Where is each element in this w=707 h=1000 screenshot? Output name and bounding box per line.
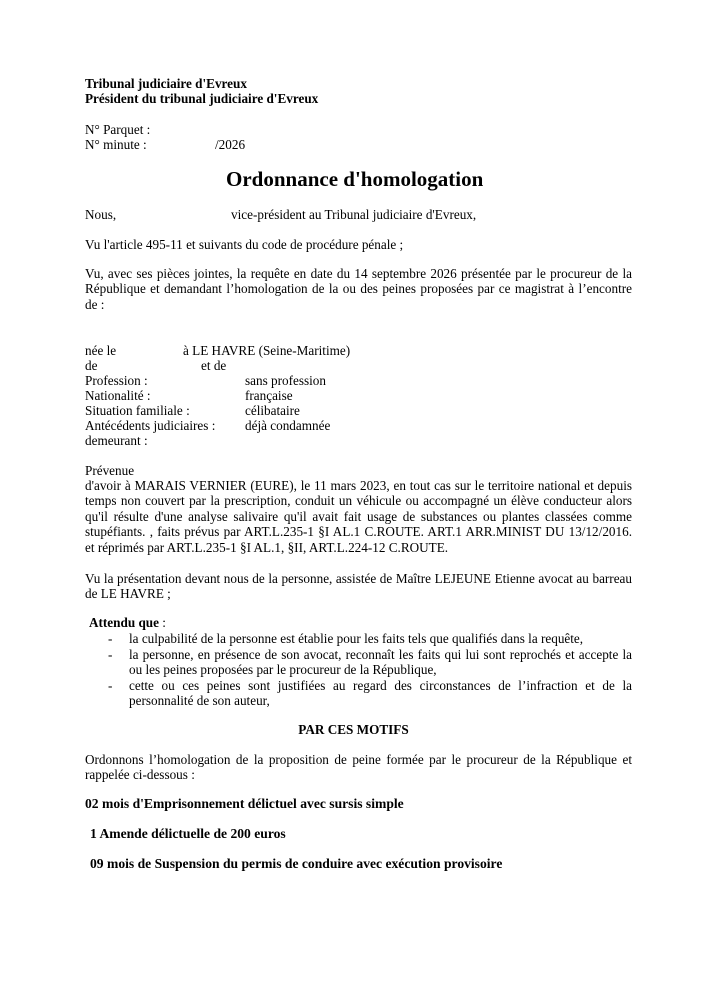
nationalite-value: française [245,388,293,403]
et-de-label: et de [201,358,227,373]
prevenue-text: d'avoir à MARAIS VERNIER (EURE), le 11 mars 2023, en tout cas sur le territoire national et depuis temps non couvert par la prescription, conduit un véhicule ou accompagné un élève conducteur alors qu'il résulte d'une analyse salivaire qu'il avait fait usage de substances ou plantes classées comme stupéfiants. , faits prévus par ART.L.235-1 §I AL.1 C.ROUTE. ART.1 ARR.MINIST DU 13/12/2016. et réprimés par ART.L.235-1 §I AL.1, §II, ART.L.224-12 C.ROUTE. [85,478,632,555]
parquet-label: N° Parquet : [85,122,151,137]
minute-value: /2026 [215,137,246,152]
minute-label: N° minute : [85,137,147,152]
prevenue-label: Prévenue [85,463,135,478]
peine-emprisonnement: 02 mois d'Emprisonnement délictuel avec sursis simple [85,796,404,811]
de-label: de [85,358,98,373]
antecedents-value: déjà condamnée [245,418,331,433]
peine-suspension: 09 mois de Suspension du permis de conduire avec exécution provisoire [90,856,503,871]
motifs-heading: PAR CES MOTIFS [298,722,409,737]
nous-label: Nous, [85,207,117,222]
attendu-colon: : [158,615,166,630]
situation-value: célibataire [245,403,300,418]
attendu-dash: - [108,631,113,646]
antecedents-label: Antécédents judiciaires : [85,418,216,433]
nationalite-label: Nationalité : [85,388,151,403]
nee-lieu: à LE HAVRE (Seine-Maritime) [183,343,351,358]
attendu-item: la culpabilité de la personne est établie pour les faits tels que qualifiés dans la requête, [129,631,584,646]
demeurant-label: demeurant : [85,433,148,448]
court-president: Président du tribunal judiciaire d'Evreux [85,91,319,106]
vu-presentation: Vu la présentation devant nous de la personne, assistée de Maître LEJEUNE Etienne avocat au barreau de LE HAVRE ; [85,571,632,602]
document-title: Ordonnance d'homologation [226,167,484,191]
nee-le-label: née le [85,343,117,358]
situation-label: Situation familiale : [85,403,190,418]
attendu-heading [89,615,166,630]
profession-label: Profession : [85,373,148,388]
attendu-dash: - [108,678,113,693]
attendu-dash: - [108,647,113,662]
attendu-label: Attendu que [89,615,159,630]
profession-value: sans profession [245,373,326,388]
nous-role: vice-président au Tribunal judiciaire d'Evreux, [231,207,477,222]
peine-amende: 1 Amende délictuelle de 200 euros [90,826,286,841]
vu-requete: Vu, avec ses pièces jointes, la requête en date du 14 septembre 2026 présentée par le procureur de la République et demandant l’homologation de la ou des peines proposées par ce magistrat à l’encontre de : [85,266,632,312]
ordonnons-text: Ordonnons l’homologation de la proposition de peine formée par le procureur de la République et rappelée ci-dessous : [85,752,632,783]
court-name: Tribunal judiciaire d'Evreux [85,76,247,91]
attendu-item: la personne, en présence de son avocat, reconnaît les faits qui lui sont reprochés et accepte la ou les peines proposées par le procureur de la République, [129,647,632,678]
vu-article: Vu l'article 495-11 et suivants du code de procédure pénale ; [85,237,404,252]
attendu-item: cette ou ces peines sont justifiées au regard des circonstances de l’infraction et de la personnalité de son auteur, [129,678,632,709]
